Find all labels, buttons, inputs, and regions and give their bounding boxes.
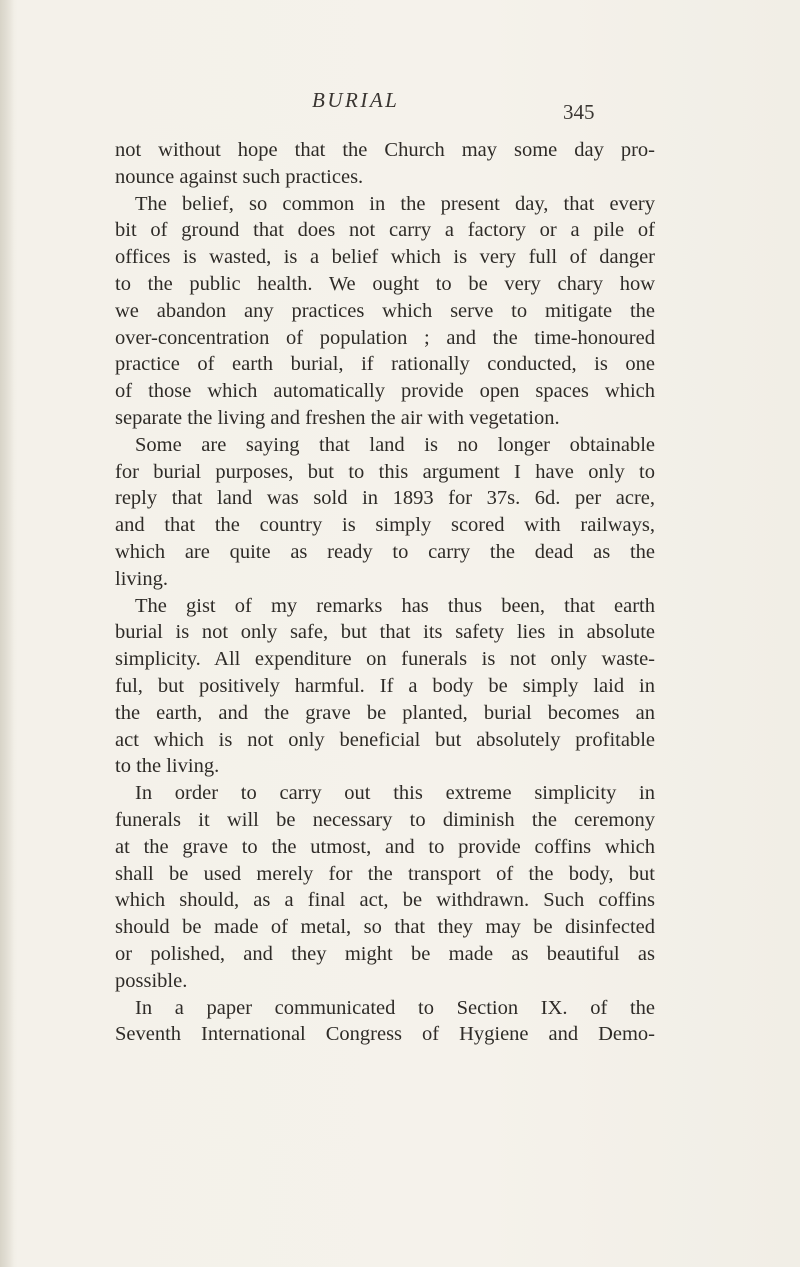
page-number: 345 <box>563 100 595 124</box>
paragraph <box>115 780 655 994</box>
text-line: separate the living and freshen the air with vegetation. <box>115 406 560 429</box>
paragraph <box>115 137 655 191</box>
text-line: In order to carry out this extreme simplicity in <box>135 782 655 805</box>
text-line: shall be used merely for the transport of the body, but <box>115 862 655 885</box>
text-line: should be made of metal, so that they may be disinfected <box>115 916 655 939</box>
paragraph <box>115 995 655 1049</box>
text-line: offices is wasted, is a belief which is very full of danger <box>115 246 655 269</box>
text-line: Some are saying that land is no longer obtainable <box>135 433 655 456</box>
text-line: bit of ground that does not carry a factory or a pile of <box>115 219 655 242</box>
text-line: or polished, and they might be made as beautiful as <box>115 942 655 965</box>
text-line: reply that land was sold in 1893 for 37s. 6d. per acre, <box>115 487 655 510</box>
text-line: we abandon any practices which serve to mitigate the <box>115 299 655 322</box>
text-line: not without hope that the Church may some day pro- <box>115 139 655 161</box>
paragraph <box>115 432 655 593</box>
body-text <box>115 137 655 1048</box>
text-line: simplicity. All expenditure on funerals is not only waste- <box>115 648 655 671</box>
text-line: The belief, so common in the present day, that every <box>135 192 655 215</box>
paragraph <box>115 191 655 432</box>
text-line: living. <box>115 567 168 590</box>
text-line: In a paper communicated to Section IX. of the <box>135 996 655 1019</box>
text-line: possible. <box>115 969 188 992</box>
text-line: burial is not only safe, but that its safety lies in absolute <box>115 621 655 644</box>
text-line: funerals it will be necessary to diminish the ceremony <box>115 808 655 831</box>
text-line: for burial purposes, but to this argument I have only to <box>115 460 655 483</box>
text-line: ful, but positively harmful. If a body be simply laid in <box>115 674 655 697</box>
text-line: Seventh International Congress of Hygiene and Demo- <box>115 1023 655 1046</box>
text-line: over-concentration of population ; and the time-honoured <box>115 326 655 349</box>
text-line: The gist of my remarks has thus been, that earth <box>135 594 655 617</box>
text-line: and that the country is simply scored with railways, <box>115 514 655 537</box>
text-line: which are quite as ready to carry the dead as the <box>115 540 655 563</box>
text-line: to the living. <box>115 755 220 778</box>
text-line: which should, as a final act, be withdrawn. Such coffins <box>115 889 655 912</box>
running-head <box>0 80 800 124</box>
paragraph <box>115 593 655 781</box>
gutter-shadow <box>0 0 14 1267</box>
running-head-title: BURIAL <box>312 88 400 112</box>
text-line: at the grave to the utmost, and to provide coffins which <box>115 835 655 858</box>
text-line: nounce against such practices. <box>115 165 364 188</box>
text-line: the earth, and the grave be planted, burial becomes an <box>115 701 655 724</box>
text-line: to the public health. We ought to be very chary how <box>115 272 655 295</box>
text-line: of those which automatically provide open spaces which <box>115 380 655 403</box>
text-line: act which is not only beneficial but absolutely profitable <box>115 728 655 751</box>
text-line: practice of earth burial, if rationally conducted, is one <box>115 353 655 376</box>
